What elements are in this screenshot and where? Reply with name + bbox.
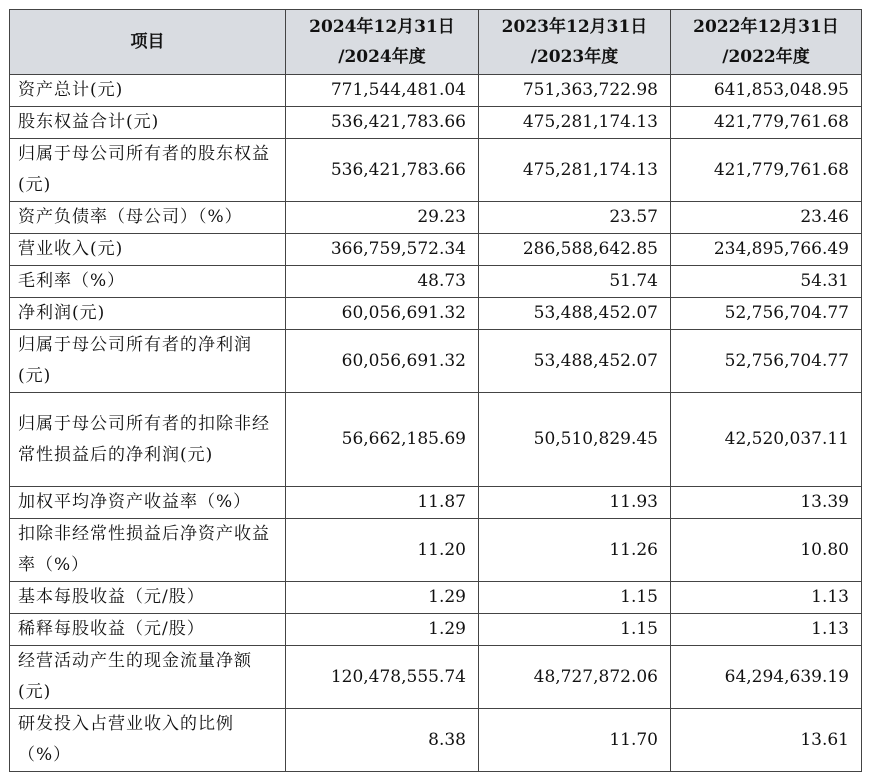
value-2024: 11.87 [286,487,479,519]
row-label: 资产负债率（母公司）（%） [10,202,286,234]
row-label: 经营活动产生的现金流量净额(元) [10,646,286,709]
value-2024: 536,421,783.66 [286,107,479,139]
value-2024: 1.29 [286,614,479,646]
row-label: 归属于母公司所有者的净利润(元) [10,330,286,393]
row-label: 资产总计(元) [10,75,286,107]
value-2024: 48.73 [286,266,479,298]
value-2023: 50,510,829.45 [479,393,671,487]
table-row [10,582,862,614]
value-2023: 53,488,452.07 [479,298,671,330]
table-row [10,330,862,393]
row-label: 股东权益合计(元) [10,107,286,139]
value-2022: 641,853,048.95 [671,75,862,107]
value-2022: 1.13 [671,614,862,646]
table-row [10,266,862,298]
value-2023: 53,488,452.07 [479,330,671,393]
value-2024: 536,421,783.66 [286,139,479,202]
value-2023: 286,588,642.85 [479,234,671,266]
value-2024: 11.20 [286,519,479,582]
table-row [10,202,862,234]
value-2024: 771,544,481.04 [286,75,479,107]
header-2023-year: /2023年度 [530,47,619,67]
value-2024: 60,056,691.32 [286,298,479,330]
value-2023: 48,727,872.06 [479,646,671,709]
header-row [10,10,862,75]
value-2024: 1.29 [286,582,479,614]
row-label: 研发投入占营业收入的比例（%） [10,709,286,772]
value-2022: 54.31 [671,266,862,298]
row-label: 扣除非经常性损益后净资产收益率（%） [10,519,286,582]
value-2024: 60,056,691.32 [286,330,479,393]
table-row [10,646,862,709]
header-2023 [479,10,671,75]
row-label: 稀释每股收益（元/股） [10,614,286,646]
value-2022: 234,895,766.49 [671,234,862,266]
row-label: 营业收入(元) [10,234,286,266]
value-2024: 56,662,185.69 [286,393,479,487]
header-2023-date: 2023年12月31日 [501,17,648,37]
table-row [10,75,862,107]
header-item: 项目 [10,10,286,75]
value-2022: 1.13 [671,582,862,614]
table-row [10,234,862,266]
value-2023: 475,281,174.13 [479,139,671,202]
value-2024: 8.38 [286,709,479,772]
value-2022: 42,520,037.11 [671,393,862,487]
value-2023: 51.74 [479,266,671,298]
row-label: 基本每股收益（元/股） [10,582,286,614]
value-2023: 751,363,722.98 [479,75,671,107]
value-2022: 52,756,704.77 [671,298,862,330]
header-2024 [286,10,479,75]
table-row [10,139,862,202]
value-2023: 1.15 [479,614,671,646]
header-2024-year: /2024年度 [338,47,426,67]
value-2022: 13.39 [671,487,862,519]
table-row [10,487,862,519]
row-label: 净利润(元) [10,298,286,330]
value-2023: 11.26 [479,519,671,582]
value-2023: 11.70 [479,709,671,772]
value-2024: 366,759,572.34 [286,234,479,266]
financial-summary-table [9,9,862,772]
header-2022-year: /2022年度 [722,47,810,67]
table-row [10,614,862,646]
value-2023: 1.15 [479,582,671,614]
row-label: 归属于母公司所有者的扣除非经常性损益后的净利润(元) [10,393,286,487]
value-2022: 52,756,704.77 [671,330,862,393]
value-2023: 475,281,174.13 [479,107,671,139]
value-2023: 23.57 [479,202,671,234]
row-label: 毛利率（%） [10,266,286,298]
table-row [10,298,862,330]
table-row [10,107,862,139]
value-2024: 29.23 [286,202,479,234]
value-2022: 10.80 [671,519,862,582]
row-label: 加权平均净资产收益率（%） [10,487,286,519]
header-2022 [671,10,862,75]
value-2024: 120,478,555.74 [286,646,479,709]
header-2022-date: 2022年12月31日 [693,17,839,37]
value-2022: 64,294,639.19 [671,646,862,709]
table-row [10,519,862,582]
value-2022: 23.46 [671,202,862,234]
value-2022: 13.61 [671,709,862,772]
value-2023: 11.93 [479,487,671,519]
row-label: 归属于母公司所有者的股东权益(元) [10,139,286,202]
value-2022: 421,779,761.68 [671,107,862,139]
table-row [10,709,862,772]
value-2022: 421,779,761.68 [671,139,862,202]
header-2024-date: 2024年12月31日 [309,17,455,37]
table-row [10,393,862,487]
